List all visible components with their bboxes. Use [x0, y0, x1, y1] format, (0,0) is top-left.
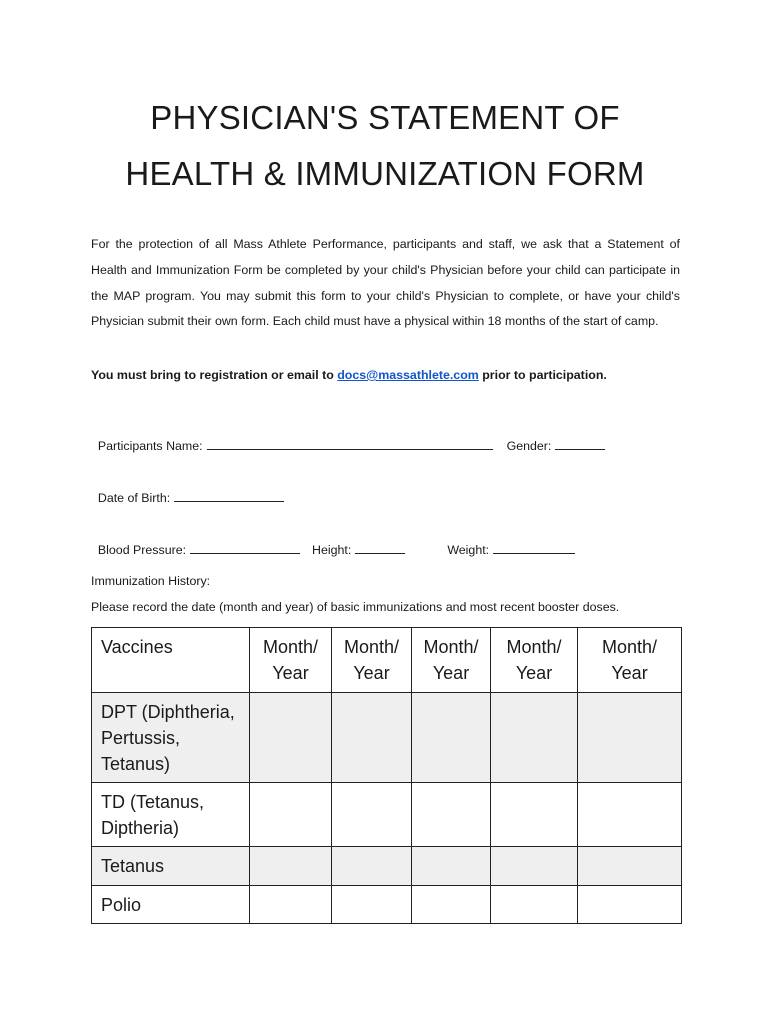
header-month-year: Month/ Year	[412, 628, 491, 693]
dob-label: Date of Birth:	[97, 491, 171, 505]
date-cell[interactable]	[491, 783, 578, 847]
notice-text-before: You must bring to registration or email to	[91, 368, 338, 382]
height-label: Height:	[312, 543, 352, 557]
vaccine-name: TD (Tetanus, Diptheria)	[92, 783, 250, 847]
title-line-2: HEALTH & IMMUNIZATION FORM	[125, 155, 645, 192]
date-cell[interactable]	[412, 693, 491, 783]
date-cell[interactable]	[332, 847, 412, 886]
gender-label: Gender:	[506, 439, 552, 453]
participant-name-field[interactable]	[207, 436, 493, 450]
date-cell[interactable]	[250, 886, 332, 924]
date-cell[interactable]	[412, 783, 491, 847]
header-month-year: Month/ Year	[332, 628, 412, 693]
date-cell[interactable]	[332, 693, 412, 783]
title-line-1: PHYSICIAN'S STATEMENT OF	[150, 99, 620, 136]
table-row	[92, 783, 682, 847]
immunization-instruction: Please record the date (month and year) of basic immunizations and most recent booster doses.	[91, 600, 620, 614]
height-field[interactable]	[355, 540, 405, 554]
date-cell[interactable]	[578, 847, 682, 886]
date-cell[interactable]	[332, 783, 412, 847]
date-cell[interactable]	[578, 693, 682, 783]
date-cell[interactable]	[491, 847, 578, 886]
header-vaccines: Vaccines	[92, 628, 250, 693]
vaccine-name: Tetanus	[92, 847, 250, 886]
date-cell[interactable]	[332, 886, 412, 924]
date-cell[interactable]	[412, 886, 491, 924]
date-cell[interactable]	[491, 693, 578, 783]
dob-field[interactable]	[174, 488, 284, 502]
immunization-table	[91, 627, 682, 924]
blood-pressure-label: Blood Pressure:	[97, 543, 187, 557]
intro-paragraph: For the protection of all Mass Athlete Performance, participants and staff, we ask that a Statement of Health and Immunization Form be completed by your child's Physician before your child can participate in the MAP program. You may submit this form to your child's Physician to complete, or have your child's Physician submit their own form. Each child must have a physical within 18 months of the start of camp.	[91, 237, 680, 329]
participant-name-label: Participants Name:	[97, 439, 203, 453]
table-header-row	[92, 628, 682, 693]
gender-field[interactable]	[555, 436, 605, 450]
form-title	[0, 90, 770, 202]
header-month-year: Month/ Year	[250, 628, 332, 693]
date-cell[interactable]	[491, 886, 578, 924]
date-cell[interactable]	[250, 783, 332, 847]
vaccine-name: DPT (Diphtheria, Pertussis, Tetanus)	[92, 693, 250, 783]
header-month-year: Month/ Year	[491, 628, 578, 693]
notice-text-after: prior to participation.	[478, 368, 607, 382]
blood-pressure-field[interactable]	[190, 540, 300, 554]
date-cell[interactable]	[578, 783, 682, 847]
vitals-row	[91, 520, 575, 560]
date-cell[interactable]	[578, 886, 682, 924]
table-row	[92, 693, 682, 783]
immunization-heading: Immunization History:	[91, 574, 211, 588]
weight-label: Weight:	[447, 543, 490, 557]
weight-field[interactable]	[493, 540, 575, 554]
participant-row	[91, 416, 605, 456]
dob-row	[91, 468, 284, 508]
submission-notice	[91, 362, 607, 388]
date-cell[interactable]	[250, 693, 332, 783]
email-link[interactable]: docs@massathlete.com	[337, 368, 479, 382]
vaccine-name: Polio	[92, 886, 250, 924]
header-month-year: Month/ Year	[578, 628, 682, 693]
table-row	[92, 847, 682, 886]
date-cell[interactable]	[412, 847, 491, 886]
table-row	[92, 886, 682, 924]
date-cell[interactable]	[250, 847, 332, 886]
